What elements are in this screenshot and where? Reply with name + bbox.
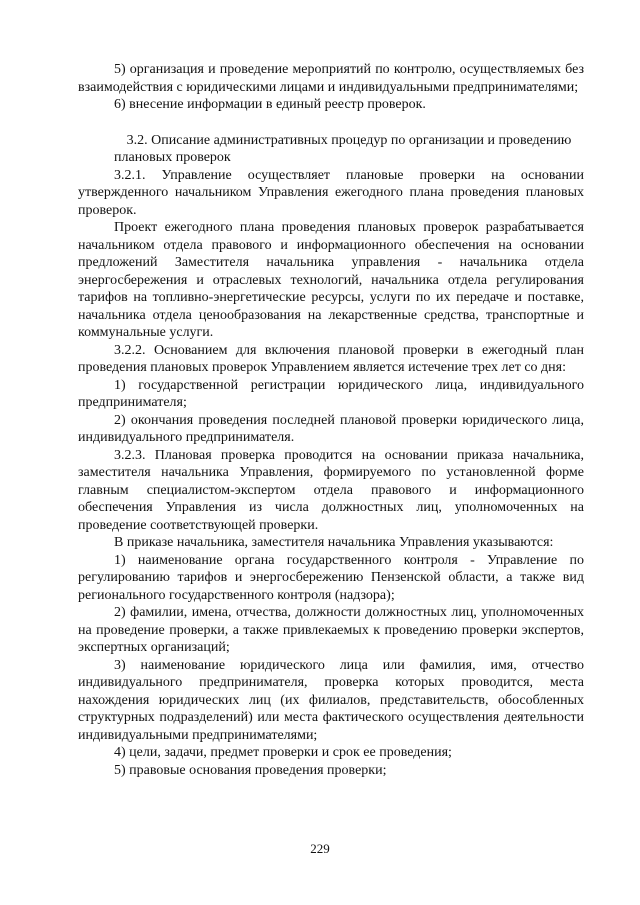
paragraph-order-item-4: 4) цели, задачи, предмет проверки и срок ее проведения;	[114, 745, 452, 760]
paragraph-order-intro: В приказе начальника, заместителя начальника Управления указываются:	[114, 535, 554, 550]
paragraph-item-6-registry: 6) внесение информации в единый реестр проверок.	[114, 97, 426, 112]
paragraph-order-item-2: 2) фамилии, имена, отчества, должности должностных лиц, уполномоченных на проведение проверки, а также привлекаемых к проведению проверки экспертов, экспертных организаций;	[78, 605, 584, 655]
page-number: 229	[310, 841, 330, 856]
paragraph-3-2-1: 3.2.1. Управление осуществляет плановые проверки на основании утвержденного начальником Управления ежегодного плана проведения плановых проверок.	[78, 167, 584, 218]
paragraph-order-item-3: 3) наименование юридического лица или фамилия, имя, отчество индивидуального предпринимателя, проверка которых проводится, места нахождения юридических лиц (их филиалов, представительств, обособленных структурных подразделений) или места фактического осуществления деятельности индивидуальными предпринимателями;	[78, 657, 584, 743]
paragraph-order-item-1: 1) наименование органа государственного контроля - Управление по регулированию тарифов и энергосбережению Пензенской области, а также вид регионального государственного контроля (надзора);	[78, 552, 584, 603]
paragraph-basis-1: 1) государственной регистрации юридического лица, индивидуального предпринимателя;	[78, 377, 584, 410]
paragraph-plan-draft: Проект ежегодного плана проведения плановых проверок разрабатывается начальником отдела правового и информационного обеспечения на основании предложений Заместителя начальника управления - начальника отдела энергосбережения и отраслевых технологий, начальника отдела регулирования тарифов на топливно-энергетические ресурсы, услуги по их передаче и поставке, начальника отдела ценообразования на лекарственные средства, транспортные и коммунальные услуги.	[78, 220, 584, 340]
text-column	[78, 61, 584, 779]
paragraph-3-2-3: 3.2.3. Плановая проверка проводится на основании приказа начальника, заместителя начальника Управления, формируемого по установленной форме главным специалистом-экспертом отдела правового и информационного обеспечения Управления из числа должностных лиц, уполномоченных на проведение соответствующей проверки.	[78, 447, 584, 533]
paragraph-3-2-2: 3.2.2. Основанием для включения плановой проверки в ежегодный план проведения плановых проверок Управлением является истечение трех лет со дня:	[78, 342, 584, 375]
paragraph-item-5-control-measures: 5) организация и проведение мероприятий по контролю, осуществляемых без взаимодействия с юридическими лицами и индивидуальными предпринимателями;	[78, 62, 584, 95]
section-heading: 3.2. Описание административных процедур по организации и проведению плановых проверок	[114, 132, 572, 165]
paragraph-basis-2: 2) окончания проведения последней плановой проверки юридического лица, индивидуального предпринимателя.	[78, 412, 584, 445]
paragraph-order-item-5: 5) правовые основания проведения проверки;	[114, 762, 387, 778]
